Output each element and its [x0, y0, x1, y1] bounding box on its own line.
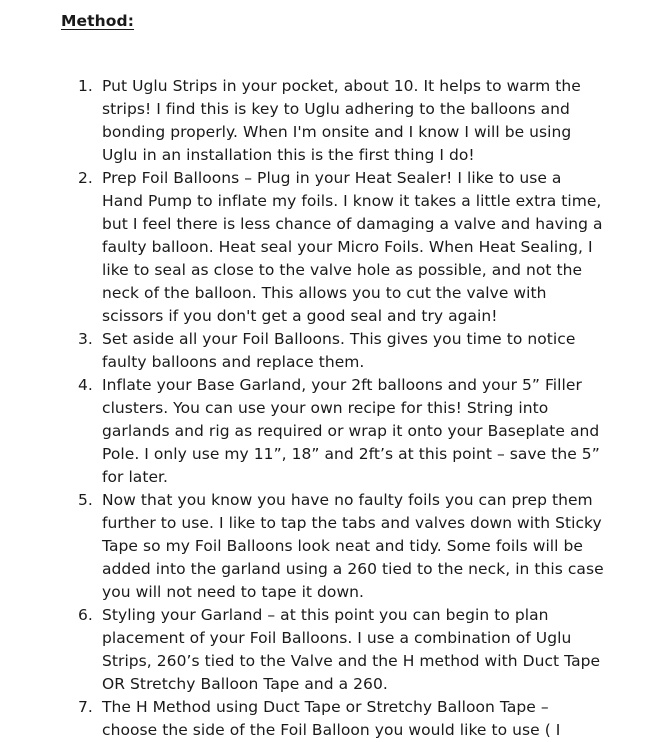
step-number: 3.	[78, 330, 93, 348]
list-item	[78, 374, 606, 489]
step-number: 7.	[78, 698, 93, 716]
step-number: 4.	[78, 376, 93, 394]
step-text: The H Method using Duct Tape or Stretchy Balloon Tape – choose the side of the Foil Balloon you would like to use ( I	[102, 698, 561, 739]
method-steps-list	[78, 75, 606, 742]
list-item	[78, 75, 606, 167]
step-text: Now that you know you have no faulty foils you can prep them further to use. I like to tap the tabs and valves down with Sticky Tape so my Foil Balloons look neat and tidy. Some foils will be added into the garland using a 260 tied to the neck, in this case you will not need to tape it down.	[102, 491, 604, 601]
step-text: Put Uglu Strips in your pocket, about 10. It helps to warm the strips! I find this is key to Uglu adhering to the balloons and bonding properly. When I'm onsite and I know I will be using Uglu in an installation this is the first thing I do!	[102, 77, 581, 164]
step-text: Prep Foil Balloons – Plug in your Heat Sealer! I like to use a Hand Pump to inflate my foils. I know it takes a little extra time, but I feel there is less chance of damaging a valve and having a faulty balloon. Heat seal your Micro Foils. When Heat Sealing, I like to seal as close to the valve hole as possible, and not the neck of the balloon. This allows you to cut the valve with scissors if you don't get a good seal and try again!	[102, 169, 603, 325]
list-item	[78, 604, 606, 696]
list-item	[78, 489, 606, 604]
step-number: 2.	[78, 169, 93, 187]
method-heading: Method:	[61, 12, 135, 30]
step-text: Styling your Garland – at this point you can begin to plan placement of your Foil Balloons. I use a combination of Uglu Strips, 260’s tied to the Valve and the H method with Duct Tape OR Stretchy Balloon Tape and a 260.	[102, 606, 601, 693]
step-number: 1.	[78, 77, 93, 95]
step-text: Set aside all your Foil Balloons. This gives you time to notice faulty balloons and replace them.	[102, 330, 576, 371]
list-item	[78, 696, 606, 742]
step-number: 6.	[78, 606, 93, 624]
list-item	[78, 167, 606, 328]
list-item	[78, 328, 606, 374]
step-number: 5.	[78, 491, 93, 509]
step-text: Inflate your Base Garland, your 2ft balloons and your 5” Filler clusters. You can use your own recipe for this! String into garlands and rig as required or wrap it onto your Baseplate and Pole. I only use my 11”, 18” and 2ft’s at this point – save the 5” for later.	[102, 376, 600, 486]
